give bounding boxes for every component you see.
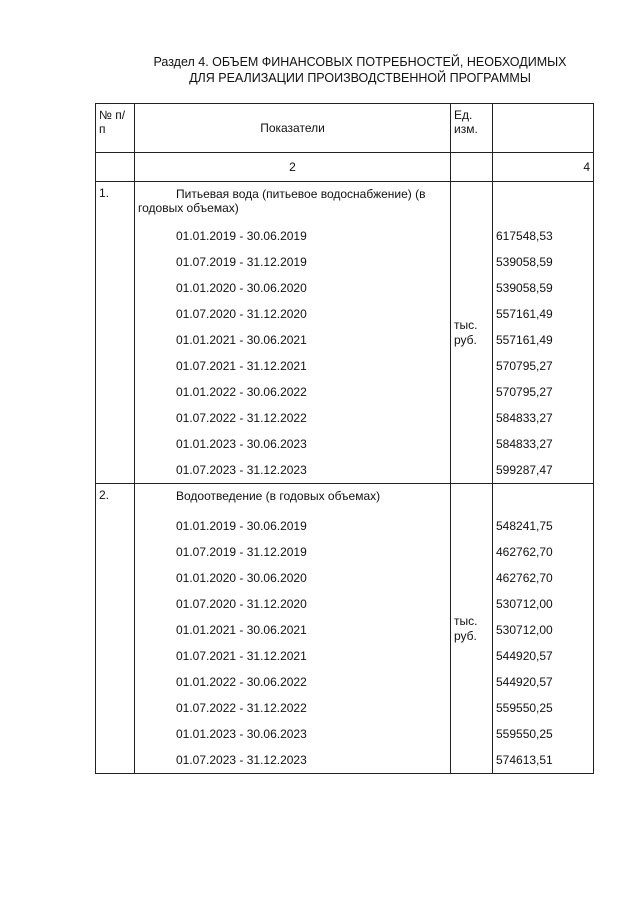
value: 544920,57 <box>496 675 553 689</box>
finance-table <box>95 103 594 774</box>
period: 01.07.2019 - 31.12.2019 <box>176 545 307 559</box>
section-title-line2: ДЛЯ РЕАЛИЗАЦИИ ПРОИЗВОДСТВЕННОЙ ПРОГРАММЫ <box>189 71 531 85</box>
period: 01.07.2023 - 31.12.2023 <box>176 463 307 477</box>
period: 01.01.2019 - 30.06.2019 <box>176 519 307 533</box>
section-body <box>135 182 451 484</box>
section-unit: тыс. руб. <box>454 317 478 347</box>
value: 539058,59 <box>496 255 553 269</box>
value: 617548,53 <box>496 229 553 243</box>
section-values <box>493 182 594 484</box>
value: 584833,27 <box>496 411 553 425</box>
table-header-row <box>96 104 594 153</box>
section-values <box>493 484 594 774</box>
section-heading: Питьевая вода (питьевое водоснабжение) (в годовых объемах) <box>138 187 426 215</box>
section-row-water <box>96 182 594 484</box>
colnum-3 <box>451 153 493 182</box>
section-row-sewage <box>96 484 594 774</box>
period: 01.01.2021 - 30.06.2021 <box>176 623 307 637</box>
value: 559550,25 <box>496 727 553 741</box>
period: 01.01.2022 - 30.06.2022 <box>176 675 307 689</box>
value: 530712,00 <box>496 597 553 611</box>
value: 462762,70 <box>496 571 553 585</box>
period: 01.07.2022 - 31.12.2022 <box>176 701 307 715</box>
colnum-2: 2 <box>135 153 451 182</box>
header-col4 <box>493 104 594 153</box>
period: 01.01.2023 - 30.06.2023 <box>176 437 307 451</box>
period: 01.07.2021 - 31.12.2021 <box>176 649 307 663</box>
header-unit: Ед. изм. <box>451 104 493 153</box>
period: 01.07.2022 - 31.12.2022 <box>176 411 307 425</box>
header-indicators: Показатели <box>135 104 451 153</box>
period: 01.01.2021 - 30.06.2021 <box>176 333 307 347</box>
colnum-4: 4 <box>493 153 594 182</box>
section-title <box>120 54 600 86</box>
period: 01.07.2021 - 31.12.2021 <box>176 359 307 373</box>
value: 570795,27 <box>496 359 553 373</box>
period: 01.01.2022 - 30.06.2022 <box>176 385 307 399</box>
value: 462762,70 <box>496 545 553 559</box>
period: 01.01.2020 - 30.06.2020 <box>176 281 307 295</box>
colnum-1 <box>96 153 135 182</box>
section-num: 2. <box>96 484 135 774</box>
value: 574613,51 <box>496 753 553 767</box>
value: 559550,25 <box>496 701 553 715</box>
section-unit: тыс. руб. <box>454 613 478 643</box>
period: 01.07.2020 - 31.12.2020 <box>176 307 307 321</box>
period: 01.01.2019 - 30.06.2019 <box>176 229 307 243</box>
value: 557161,49 <box>496 333 553 347</box>
period: 01.01.2020 - 30.06.2020 <box>176 571 307 585</box>
value: 557161,49 <box>496 307 553 321</box>
section-unit-cell <box>451 182 493 484</box>
value: 539058,59 <box>496 281 553 295</box>
column-numbers-row <box>96 153 594 182</box>
section-title-line1: Раздел 4. ОБЪЕМ ФИНАНСОВЫХ ПОТРЕБНОСТЕЙ, НЕОБХОДИМЫХ <box>153 55 567 69</box>
period: 01.01.2023 - 30.06.2023 <box>176 727 307 741</box>
section-heading: Водоотведение (в годовых объемах) <box>176 489 381 503</box>
period: 01.07.2019 - 31.12.2019 <box>176 255 307 269</box>
section-unit-cell <box>451 484 493 774</box>
value: 584833,27 <box>496 437 553 451</box>
section-body <box>135 484 451 774</box>
value: 548241,75 <box>496 519 553 533</box>
period: 01.07.2023 - 31.12.2023 <box>176 753 307 767</box>
header-num: № п/п <box>96 104 135 153</box>
period: 01.07.2020 - 31.12.2020 <box>176 597 307 611</box>
value: 570795,27 <box>496 385 553 399</box>
section-num: 1. <box>96 182 135 484</box>
value: 530712,00 <box>496 623 553 637</box>
value: 544920,57 <box>496 649 553 663</box>
value: 599287,47 <box>496 463 553 477</box>
